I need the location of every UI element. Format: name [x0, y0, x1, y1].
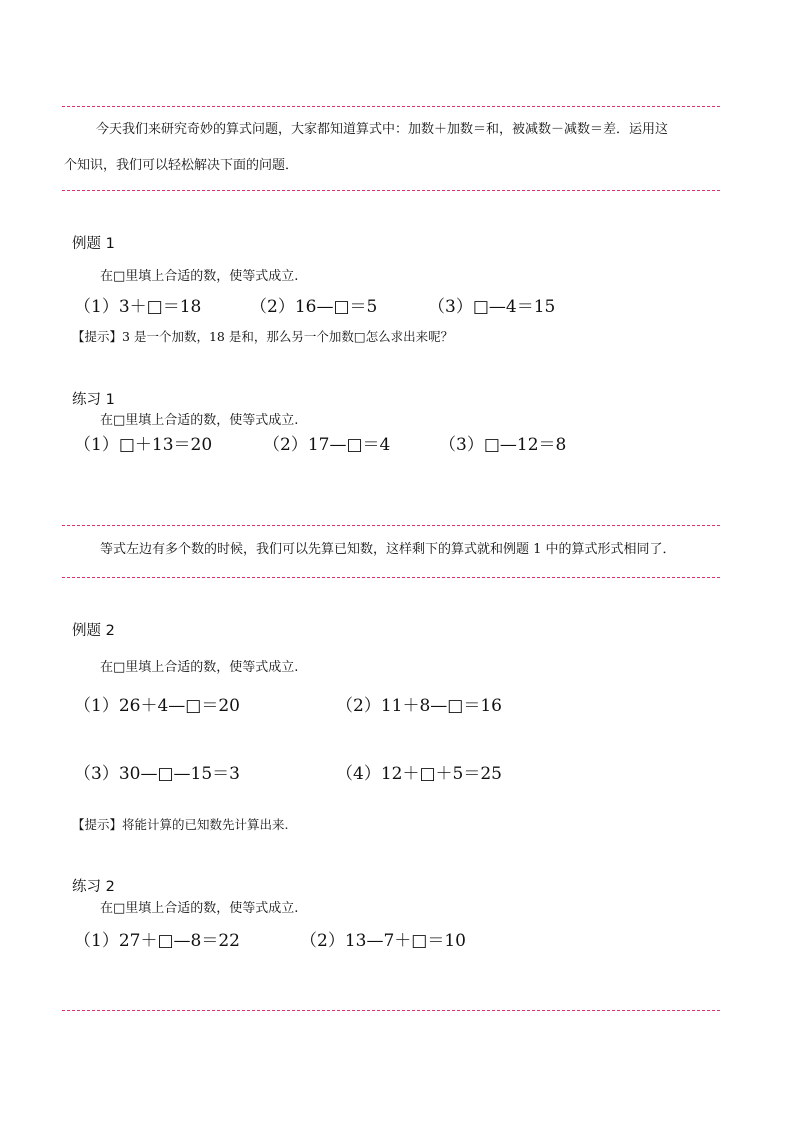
example2-title: 例题 2	[72, 623, 115, 639]
example1-item-2: （2）16—□＝5	[250, 297, 378, 317]
example2-item-3: （3）30—□—15＝3	[74, 764, 240, 784]
example2-instruction: 在□里填上合适的数，使等式成立.	[100, 660, 299, 675]
example1-hint-text: 3 是一个加数，18 是和，那么另一个加数□怎么求出来呢？	[122, 329, 454, 344]
example1-item-1: （1）3＋□＝18	[74, 297, 202, 317]
example2-item-1: （1）26＋4—□＝20	[74, 696, 240, 716]
example1-hint	[72, 327, 453, 345]
practice1-title: 练习 1	[72, 392, 115, 408]
divider-3	[62, 525, 720, 526]
practice1-item-3: （3）□—12＝8	[439, 435, 567, 455]
example1-item-3: （3）□—4＝15	[428, 297, 556, 317]
divider-1	[62, 106, 720, 107]
example1-hint-tag: 【提示】	[72, 329, 123, 344]
practice2-title: 练习 2	[72, 879, 115, 895]
divider-2	[62, 190, 720, 191]
divider-5	[62, 1010, 720, 1011]
practice1-item-2: （2）17—□＝4	[263, 435, 391, 455]
practice2-instruction: 在□里填上合适的数，使等式成立.	[100, 901, 299, 916]
practice1-instruction: 在□里填上合适的数，使等式成立.	[100, 413, 299, 428]
example1-instruction: 在□里填上合适的数，使等式成立.	[100, 269, 299, 284]
example2-hint	[72, 815, 289, 833]
intro-line-1: 今天我们来研究奇妙的算式问题，大家都知道算式中：加数＋加数＝和，被减数－减数＝差．运用这	[96, 122, 669, 137]
example2-item-4: （4）12＋□＋5＝25	[336, 764, 502, 784]
practice1-item-1: （1）□＋13＝20	[74, 435, 213, 455]
example2-hint-tag: 【提示】	[72, 817, 123, 832]
intro-line-2: 个知识，我们可以轻松解决下面的问题．	[64, 158, 299, 173]
practice2-item-2: （2）13—7＋□＝10	[300, 931, 466, 951]
example1-title: 例题 1	[72, 236, 115, 252]
practice2-item-1: （1）27＋□—8＝22	[74, 931, 240, 951]
example2-hint-text: 将能计算的已知数先计算出来.	[122, 817, 289, 832]
mid-text: 等式左边有多个数的时候，我们可以先算已知数，这样剩下的算式就和例题 1 中的算式形式相同了．	[100, 542, 676, 557]
example2-item-2: （2）11＋8—□＝16	[336, 696, 502, 716]
divider-4	[62, 577, 720, 578]
